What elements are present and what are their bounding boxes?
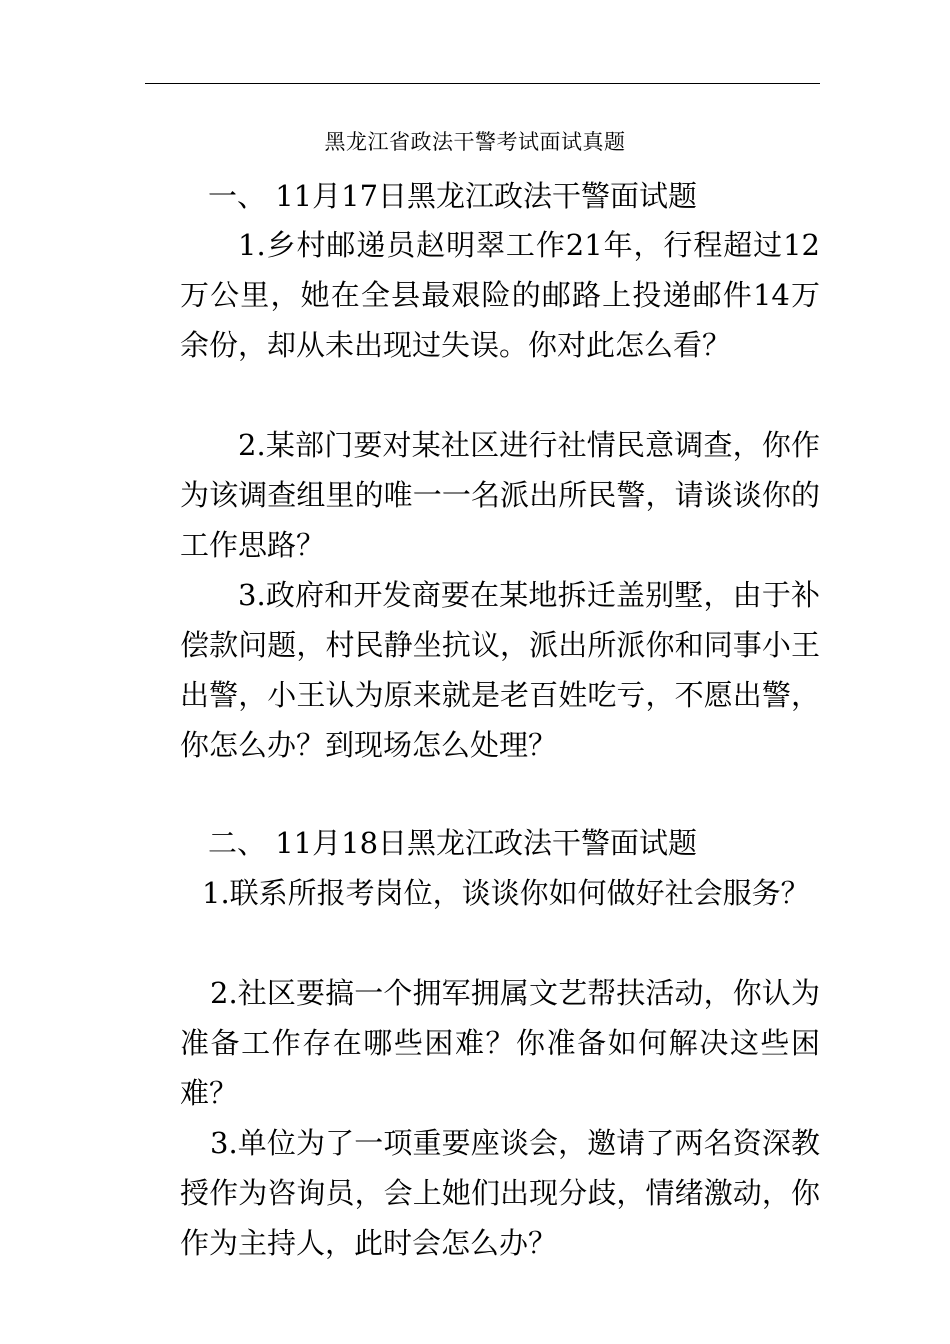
question-1-1: 1.乡村邮递员赵明翠工作21年，行程超过12万公里，她在全县最艰险的邮路上投递邮件14万余份，却从未出现过失误。你对此怎么看？ <box>180 228 820 362</box>
document-title: 黑龙江省政法干警考试面试真题 <box>324 130 626 154</box>
section-heading-2: 二、 11月18日黑龙江政法干警面试题 <box>208 826 698 860</box>
section-heading-1: 一、 11月17日黑龙江政法干警面试题 <box>208 179 698 213</box>
question-2-2: 2.社区要搞一个拥军拥属文艺帮扶活动，你认为准备工作存在哪些困难？你准备如何解决这些困难？ <box>180 976 820 1110</box>
question-2-3: 3.单位为了一项重要座谈会，邀请了两名资深教授作为咨询员，会上她们出现分歧，情绪激动，你作为主持人，此时会怎么办？ <box>180 1126 820 1260</box>
question-2-1: 1.联系所报考岗位，谈谈你如何做好社会服务？ <box>202 876 810 910</box>
header-rule <box>145 83 820 84</box>
question-1-2: 2.某部门要对某社区进行社情民意调查，你作为该调查组里的唯一一名派出所民警，请谈谈你的工作思路？ <box>180 428 820 562</box>
question-1-3: 3.政府和开发商要在某地拆迁盖别墅，由于补偿款问题，村民静坐抗议，派出所派你和同事小王出警，小王认为原来就是老百姓吃亏，不愿出警，你怎么办？到现场怎么处理？ <box>180 578 820 762</box>
